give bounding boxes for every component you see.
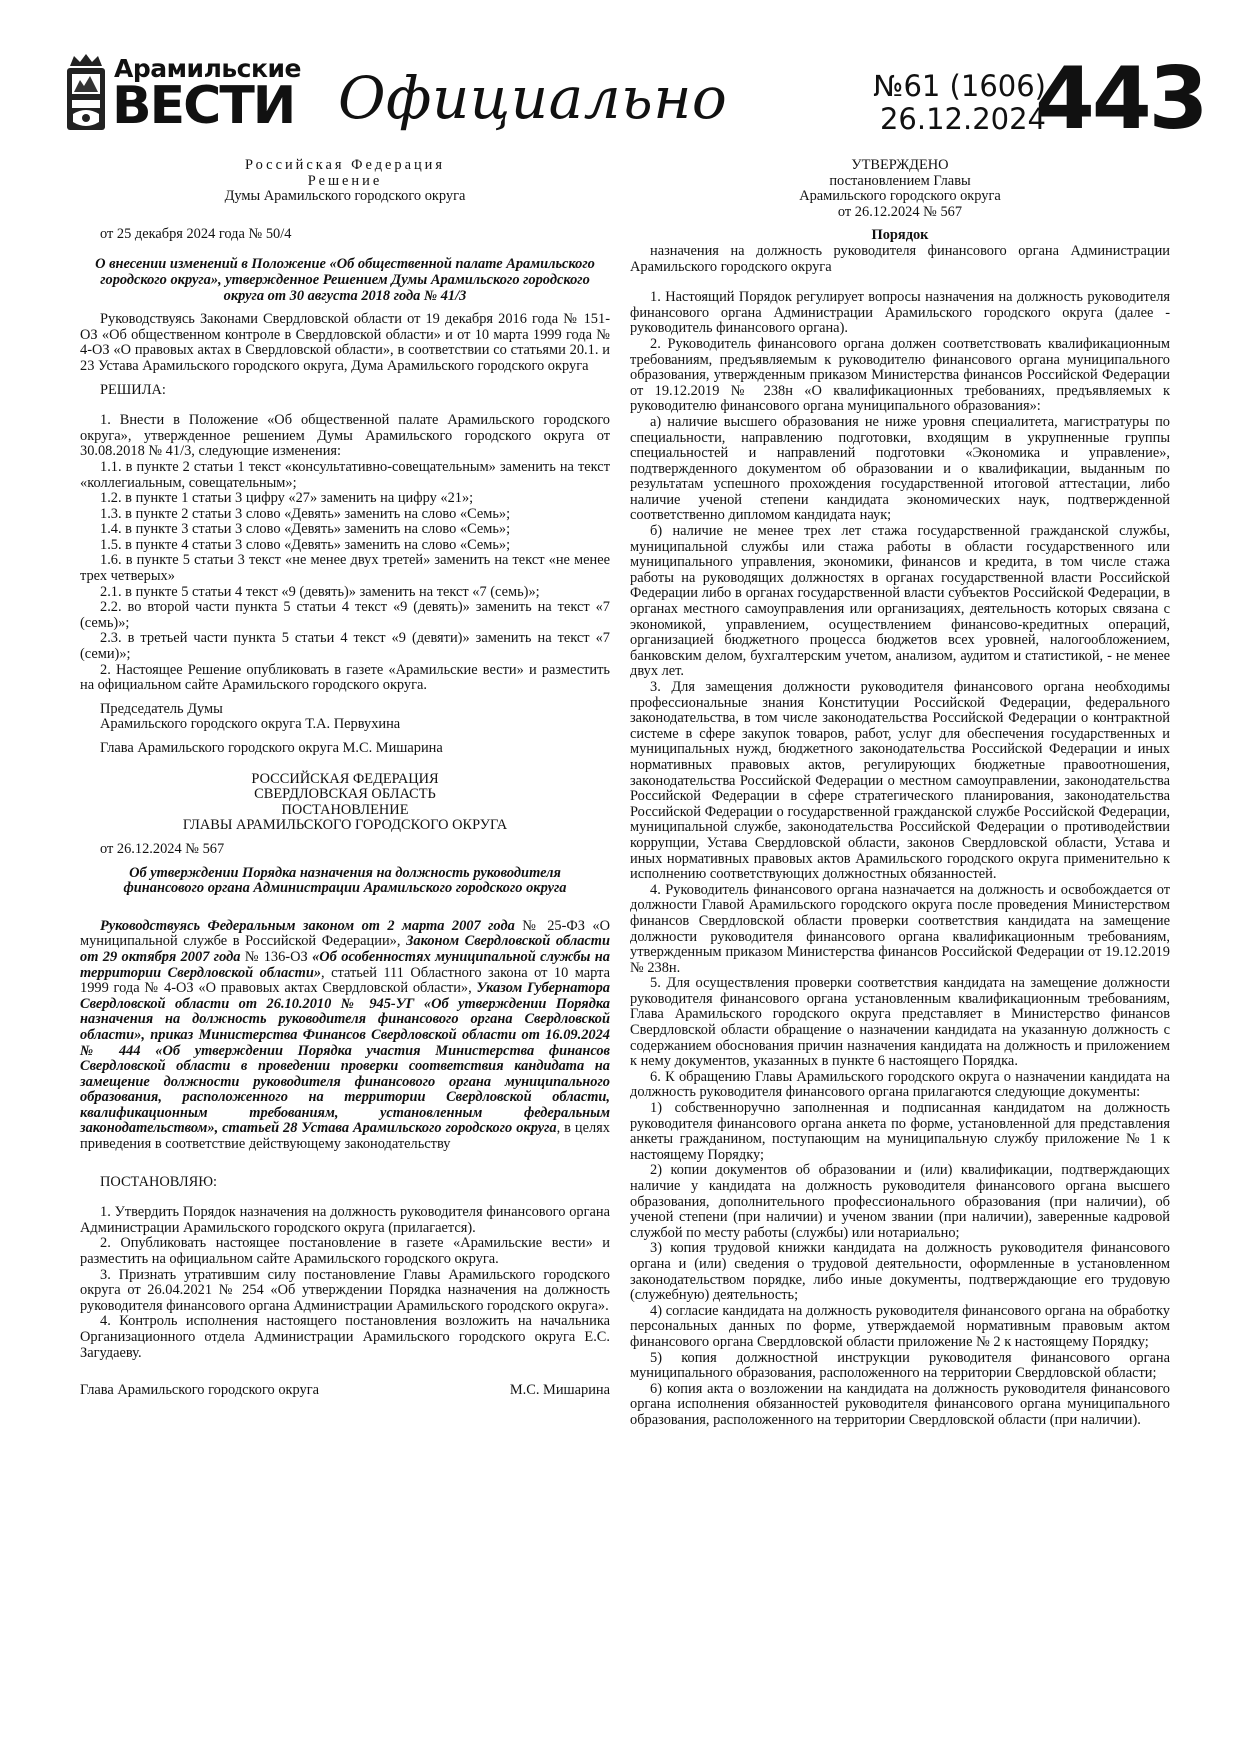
preamble-bold-fragment: Законом Свердловской области от 29 октября 2007 года <box>80 933 611 965</box>
preamble-fragment: , в целях приведения в соответствие действующему законодательству <box>80 1120 610 1153</box>
duma-date: от 25 декабря 2024 года № 50/4 <box>100 225 292 242</box>
order-item: 5. Для осуществления проверки соответствия кандидата на замещение должности руководителя финансового органа установленным квалификационным требованиям, Глава Арамильского городского округа представляет в Министерство финансов Свердловской области обращение о назначении кандидата на указанную должность с содержанием обоснования причин назначения кандидата на должность и приложением к нему документов, указанных в пункте 6 настоящего Порядка. <box>630 975 1170 1070</box>
order-item: 4) согласие кандидата на должность руководителя финансового органа на обработку персональных данных по форме, утверждаемой нормативным правовым актом финансового органа Свердловской области приложение № 2 к настоящему Порядку; <box>630 1302 1170 1350</box>
left-column <box>80 158 610 1399</box>
order-subtitle: назначения на должность руководителя финансового органа Администрации Арамильского городского округа <box>630 242 1170 275</box>
preamble-fragment: № 25-ФЗ «О муниципальной службе в Российской Федерации», <box>80 917 610 950</box>
post-item: 3. Признать утратившим силу постановление Главы Арамильского городского округа от 26.04.2021 № 254 «Об утверждении Порядка назначения на должность руководителя финансового органа Администрации Арамильского городского округа». <box>80 1266 610 1314</box>
final-sign-name: М.С. Мишарина <box>509 1382 610 1399</box>
newspaper-logo <box>64 52 300 138</box>
approved-line: Арамильского городского округа <box>799 188 1001 205</box>
approved-line: от 26.12.2024 № 567 <box>837 203 963 220</box>
order-item: 3) копия трудовой книжки кандидата на должность руководителя финансового органа и (или) сведения о трудовой деятельности, оформленные в установленном законодательством порядке, либо иные документы, подтверждающие его трудовую (служебную) деятельность; <box>630 1240 1170 1304</box>
duma-item: 1.1. в пункте 2 статьи 1 текст «консультативно-совещательным» заменить на текст «коллегиальным, совещательным»; <box>80 458 610 491</box>
post-header-line: ПОСТАНОВЛЕНИЕ <box>281 801 409 818</box>
post-item: 2. Опубликовать настоящее постановление в газете «Арамильские вести» и разместить на официальном сайте Арамильского городского округа. <box>80 1235 610 1268</box>
order-item: 4. Руководитель финансового органа назначается на должность и освобождается от должности Главой Арамильского городского округа после проведения Министерством финансов Свердловской области проверки соответствия кандидата на замещение должности руководителя финансового органа квалификационным требованиям, утвержденным приказом Министерства финансов Российской Федерации от 19.12.2019 № 238н. <box>630 881 1170 976</box>
duma-title: О внесении изменений в Положение «Об общественной палате Арамильского городского округа», утвержденное Решением Думы Арамильского городского округа от 30 августа 2018 года № 41/3 <box>95 256 595 304</box>
duma-item: 1.2. в пункте 1 статьи 3 цифру «27» заменить на цифру «21»; <box>100 490 474 507</box>
post-item: 1. Утвердить Порядок назначения на должность руководителя финансового органа Администрации Арамильского городского округа (прилагается). <box>80 1204 610 1236</box>
order-item: 2. Руководитель финансового органа должен соответствовать квалификационным требованиям, предъявляемым к руководителю финансового органа муниципального образования, утвержденным приказом Министерства финансов Российской Федерации от 19.12.2019 № 238н «О квалификационных требованиях, предъявляемых к руководителю финансового органа муниципального образования»: <box>630 335 1170 415</box>
duma-item: 1. Внести в Положение «Об общественной палате Арамильского городского округа», утвержденное решением Думы Арамильского городского округа от 30.08.2018 № 41/3, следующие изменения: <box>80 412 610 460</box>
duma-item: 1.4. в пункте 3 статьи 3 слово «Девять» заменить на слово «Семь»; <box>100 521 511 538</box>
post-header-line: ГЛАВЫ АРАМИЛЬСКОГО ГОРОДСКОГО ОКРУГА <box>182 817 508 834</box>
preamble-bold-fragment: Руководствуясь Федеральным законом от 2 марта 2007 года <box>100 917 515 934</box>
duma-item: 2.3. в третьей части пункта 5 статьи 4 текст «9 (девяти)» заменить на текст «7 (семи)»; <box>80 630 610 663</box>
right-column <box>630 158 1170 1429</box>
post-header-line: РОССИЙСКАЯ ФЕДЕРАЦИЯ <box>251 770 439 787</box>
post-date: от 26.12.2024 № 567 <box>100 840 225 857</box>
duma-header-line: Решение <box>307 172 383 189</box>
post-preamble <box>80 919 610 1153</box>
order-item: 2) копии документов об образовании и (или) квалификации, подтверждающих наличие у кандидата на должность руководителя финансового органа высшего образования, дополнительного профессионального образования (при наличии), об ученой степени (при наличии) и ученом звании (при наличии), заверенные кадровой службой по месту работы (службы) или нотариально; <box>630 1162 1170 1241</box>
duma-preamble: Руководствуясь Законами Свердловской области от 19 декабря 2016 года № 151-ОЗ «Об общественном контроле в Свердловской области» и от 10 марта 1999 года № 4-ОЗ «О правовых актах в Свердловской области», в соответствии со статьями 20.1. и 23 Устава Арамильского городского округа, Дума Арамильского городского округа <box>80 311 610 374</box>
order-title: Порядок <box>871 227 929 244</box>
order-item: 5) копия должностной инструкции руководителя финансового органа муниципального образования, расположенного на территории Свердловской области; <box>630 1349 1170 1382</box>
issue-date: 26.12.2024 <box>879 102 1046 136</box>
order-item: 3. Для замещения должности руководителя финансового органа необходимы профессиональные знания Конституции Российской Федерации, федерального законодательства, в том числе законодательства Российской Федерации о контрактной системе в сфере закупок товаров, работ, услуг для обеспечения государственных и муниципальных нужд, бюджетного законодательства Российской Федерации и иных нормативных правовых актов, регулирующих бюджетные правоотношения, законодательства Российской Федерации о местном самоуправлении, законодательства Российской Федерации в сфере стратегического планирования, законодательства Российской Федерации о государственной гражданской службе Российской Федерации, муниципальной службе, законодательства Российской Федерации о противодействии коррупции, Устава Свердловской области, законов Свердловской области, Устава и иных нормативных правовых актов Арамильского городского округа применительно к исполнению соответствующих должностных обязанностей. <box>630 679 1170 883</box>
preamble-fragment: , статьей 111 Областного закона от 10 марта 1999 года № 4-ОЗ «О правовых актах Свердловской области», <box>80 964 610 997</box>
preamble-fragment: № 136-ОЗ <box>240 948 313 965</box>
coat-of-arms-icon <box>64 52 108 134</box>
duma-header-line: Думы Арамильского городского округа <box>224 188 466 205</box>
approved-line: постановлением Главы <box>829 172 971 189</box>
logo-top-text: Арамильские <box>114 54 301 83</box>
order-item: 6. К обращению Главы Арамильского городского округа о назначении кандидата на должность руководителя финансового органа прилагаются следующие документы: <box>630 1068 1170 1101</box>
final-signature <box>80 1383 610 1399</box>
order-item: 1) собственноручно заполненная и подписанная кандидатом на должность руководителя финансового органа анкета по форме, установленной для представления анкеты гражданином, поступающим на муниципальную службу приложение № 1 к настоящему Порядку; <box>630 1100 1170 1163</box>
final-sign-title: Глава Арамильского городского округа <box>80 1382 319 1399</box>
post-header-line: СВЕРДЛОВСКАЯ ОБЛАСТЬ <box>254 786 436 803</box>
resolve-label: ПОСТАНОВЛЯЮ: <box>100 1173 218 1190</box>
decided-label: РЕШИЛА: <box>100 381 166 398</box>
logo-main-text: ВЕСТИ <box>112 76 295 136</box>
issue-info <box>860 70 1046 136</box>
chair-title: Председатель Думы <box>100 700 223 717</box>
duma-item: 2.2. во второй части пункта 5 статьи 4 текст «9 (девять)» заменить на текст «7 (семь)»; <box>80 599 610 631</box>
order-item: 6) копия акта о возложении на кандидата на должность руководителя финансового органа исполнения обязанностей руководителя финансового органа муниципального образования, расположенного на территории Свердловской области (при наличии). <box>630 1380 1170 1428</box>
chair-name: Арамильского городского округа Т.А. Первухина <box>100 716 401 733</box>
preamble-bold-fragment: Указом Губернатора Свердловской области от 26.10.2010 № 945-УГ «Об утверждении Порядка назначения на должность руководителя финансового органа Свердловской области», приказ Министерства Финансов Свердловской области от 16.09.2024 № 444 «Об утверждении Порядка участия Министерства финансов Свердловской области в проведении проверки соответствия кандидата на замещение должности руководителя финансового органа муниципального образования, расположенного на территории Свердловской области, квалификационным требованиям, установленным федеральным законодательством», статьей 28 Устава Арамильского городского округа <box>80 980 610 1137</box>
order-item: 1. Настоящий Порядок регулирует вопросы назначения на должность руководителя финансового органа Администрации Арамильского городского округа (далее - руководитель финансового органа). <box>630 289 1170 337</box>
duma-item: 2. Настоящее Решение опубликовать в газете «Арамильские вести» и разместить на официальном сайте Арамильского городского округа. <box>80 661 610 694</box>
head-signature: Глава Арамильского городского округа М.С. Мишарина <box>100 740 443 756</box>
page-number: 443 <box>1035 49 1206 149</box>
duma-item: 1.6. в пункте 5 статьи 3 текст «не менее двух третей» заменить на текст «не менее трех четверых» <box>80 552 610 585</box>
order-item: а) наличие высшего образования не ниже уровня специалитета, магистратуры по специальности, направлению подготовки, входящим в укрупненные группы специальностей и направлений подготовки «Экономика и управление», подтвержденного документом об образовании и о квалификации, выданным по результатам успешного прохождения государственной итоговой аттестации, либо наличие ученой степени кандидата экономических наук, подтвержденной соответственно дипломом кандидата наук; <box>630 413 1170 524</box>
issue-number: №61 (1606) <box>873 69 1046 103</box>
preamble-bold-fragment: «Об особенностях муниципальной службы на территории Свердловской области» <box>80 948 610 981</box>
section-title: Официально <box>338 64 728 132</box>
order-item: б) наличие не менее трех лет стажа государственной гражданской службы, муниципальной службы или стажа работы в области государственного или муниципального управления, экономики, финансов и кредита, в том числе стажа работы на руководящих должностях в органах государственной власти Российской Федерации либо в органах государственной власти субъектов Российской Федерации, в органах местного самоуправления или организациях, деятельность которых связана с экономикой, управлением, осуществлением финансово-кредитных операций, организацией бюджетного процесса бюджетов всех уровней, налогообложением, банковским делом, бухгалтерским учетом, анализом, аудитом и статистикой, - не менее двух лет. <box>630 523 1170 680</box>
duma-header-line: Российская Федерация <box>244 157 446 173</box>
duma-item: 2.1. в пункте 5 статьи 4 текст «9 (девять)» заменить на текст «7 (семь)»; <box>100 583 540 600</box>
approved-line: УТВЕРЖДЕНО <box>851 157 949 173</box>
duma-item: 1.5. в пункте 4 статьи 3 слово «Девять» заменить на слово «Семь»; <box>100 536 511 553</box>
post-title: Об утверждении Порядка назначения на должность руководителя финансового органа Администрации Арамильского городского округа <box>123 864 567 897</box>
post-item: 4. Контроль исполнения настоящего постановления возложить на начальника Организационного отдела Администрации Арамильского городского округа Е.С. Загудаеву. <box>80 1313 610 1361</box>
duma-item: 1.3. в пункте 2 статьи 3 слово «Девять» заменить на слово «Семь»; <box>100 505 511 522</box>
